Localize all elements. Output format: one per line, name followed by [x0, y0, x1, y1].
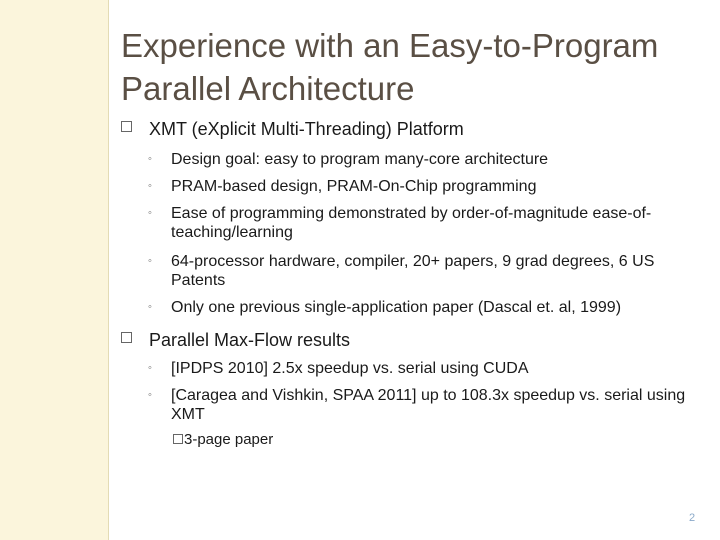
bullet-text: XMT (eXplicit Multi-Threading) Platform: [149, 119, 464, 139]
sub-bullet: [121, 177, 701, 196]
circle-bullet-icon: ◦: [148, 389, 152, 401]
circle-bullet-icon: ◦: [148, 153, 152, 165]
sub-bullet-text: Design goal: easy to program many-core architecture: [171, 151, 549, 168]
sub-bullet: [121, 298, 701, 317]
sub-bullet-text: Ease of programming demonstrated by order-of-magnitude ease-of-teaching/learning: [171, 205, 652, 241]
sub-bullet: [121, 204, 701, 242]
slide-content: [121, 118, 701, 449]
circle-bullet-icon: ◦: [148, 207, 152, 219]
sidebar-divider: [108, 0, 109, 540]
bullet-text: Parallel Max-Flow results: [149, 330, 351, 350]
sub-bullet-text: PRAM-based design, PRAM-On-Chip programming: [171, 178, 537, 195]
sub-bullet-text: Only one previous single-application paper (Dascal et. al, 1999): [171, 299, 622, 316]
sub-bullet: [121, 150, 701, 169]
sub-bullet: [121, 252, 701, 290]
sub-sub-bullet-text: 3-page paper: [184, 431, 274, 448]
sub-bullet-text: [IPDPS 2010] 2.5x speedup vs. serial using CUDA: [171, 360, 529, 377]
circle-bullet-icon: ◦: [148, 255, 152, 267]
bullet-max-flow: [121, 329, 701, 351]
circle-bullet-icon: ◦: [148, 180, 152, 192]
bullet-box-icon: [173, 434, 183, 444]
sub-sub-bullet: [121, 430, 701, 449]
bullet-box-icon: [121, 332, 132, 343]
bullet-box-icon: [121, 121, 132, 132]
sub-bullet: [121, 359, 701, 378]
circle-bullet-icon: ◦: [148, 301, 152, 313]
bullet-xmt: [121, 118, 701, 140]
slide-title: Experience with an Easy-to-Program Parallel Architecture: [121, 27, 659, 107]
sidebar-decoration: [0, 0, 108, 540]
circle-bullet-icon: ◦: [148, 362, 152, 374]
sub-bullet-text: [Caragea and Vishkin, SPAA 2011] up to 108.3x speedup vs. serial using XMT: [171, 387, 686, 423]
sub-bullet: [121, 386, 701, 424]
slide-number: 2: [689, 512, 696, 524]
sub-bullet-text: 64-processor hardware, compiler, 20+ papers, 9 grad degrees, 6 US Patents: [171, 253, 655, 289]
